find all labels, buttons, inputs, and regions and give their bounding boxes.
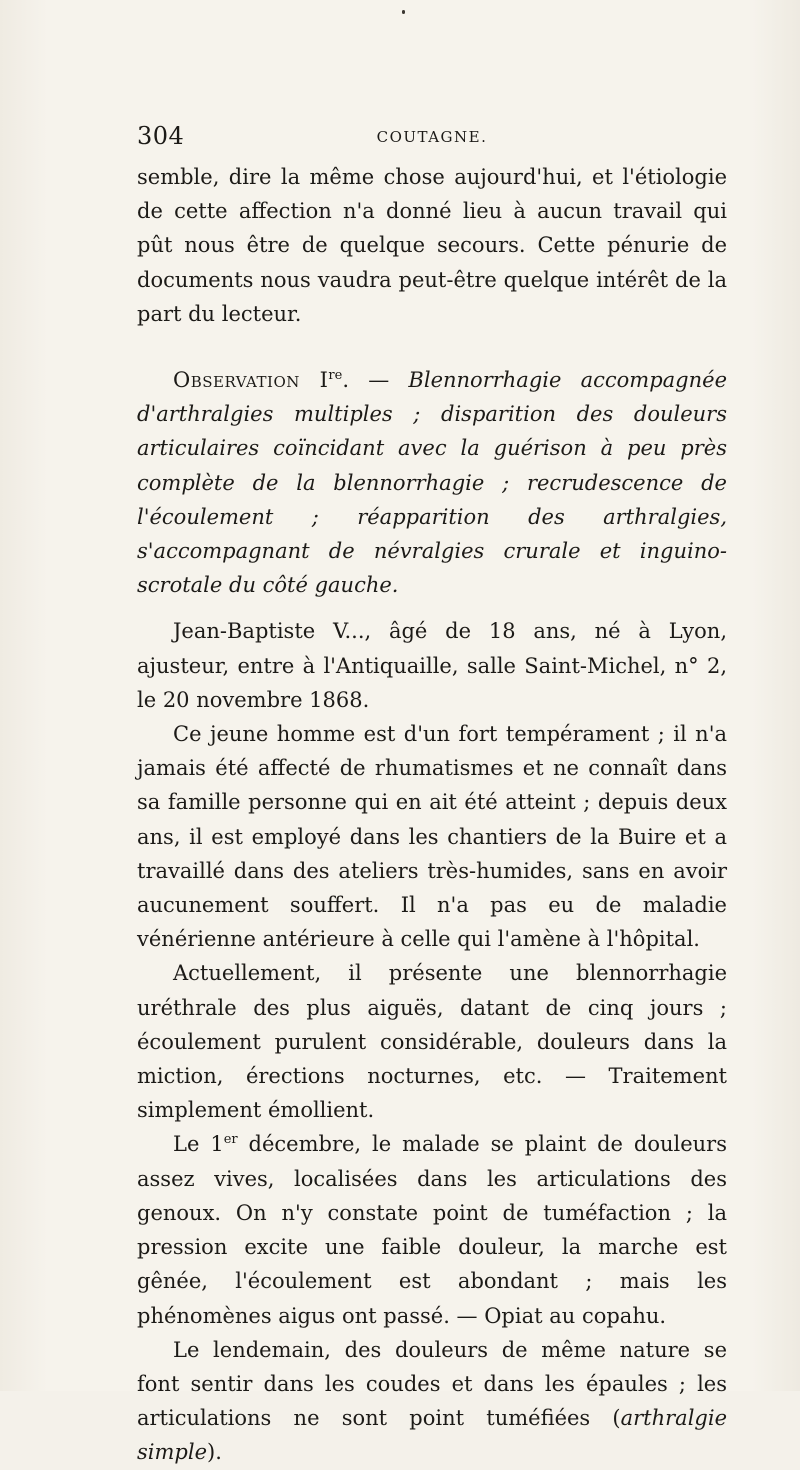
next-day-close: ).	[207, 1440, 222, 1465]
page-header	[137, 122, 727, 158]
next-day-paragraph	[137, 1333, 727, 1470]
running-head: COUTAGNE.	[376, 128, 488, 146]
intro-paragraph: semble, dire la même chose aujourd'hui, et l'étiologie de cette affection n'a donné lieu à aucun travail qui pût nous être de quelque secours. Cette pénurie de documents nous vaudra peut-être quelque intérêt de la part du lecteur.	[137, 165, 727, 326]
print-speck	[402, 10, 405, 14]
observation-separator: . —	[342, 368, 409, 393]
december-lead: Le 1	[173, 1132, 224, 1157]
page-number: 304	[137, 122, 185, 150]
observation-label-superscript: re	[328, 368, 343, 384]
patient-paragraph: Jean-Baptiste V..., âgé de 18 ans, né à Lyon, ajusteur, entre à l'Antiquaille, salle Saint-Michel, n° 2, le 20 novembre 1868.	[137, 619, 727, 712]
december-text: décembre, le malade se plaint de douleurs assez vives, localisées dans les articulations des genoux. On n'y constate point de tuméfaction ; la pression excite une faible douleur, la marche est gênée, l'écoulement est abondant ; mais les phénomènes aigus ont passé. — Opiat au copahu.	[137, 1132, 727, 1328]
observation-title: Blennorrhagie accompagnée d'arthralgies multiples ; disparition des douleurs articulaires coïncidant avec la guérison à peu près complète de la blennorrhagie ; recrudescence de l'écoulement ; réapparition des arthralgies, s'accompagnant de névralgies crurale et inguino-scrotale du côté gauche.	[137, 368, 727, 598]
body-text	[137, 160, 727, 1470]
december-lead-superscript: er	[223, 1132, 238, 1148]
observation-label: Observation I	[173, 368, 329, 393]
observation-heading	[137, 363, 727, 602]
current-state-paragraph: Actuellement, il présente une blennorrhagie uréthrale des plus aiguës, datant de cinq jours ; écoulement purulent considérable, douleurs dans la miction, érections nocturnes, etc. — Traitement simplement émollient.	[137, 961, 727, 1123]
next-day-italic: arthralgie simple	[137, 1406, 727, 1465]
next-day-text: Le lendemain, des douleurs de même nature se font sentir dans les coudes et dans les épaules ; les articulations ne sont point tuméfiées (	[137, 1337, 727, 1431]
december-paragraph	[137, 1127, 727, 1332]
history-paragraph: Ce jeune homme est d'un fort tempérament ; il n'a jamais été affecté de rhumatismes et ne connaît dans sa famille personne qui en ait été atteint ; depuis deux ans, il est employé dans les chantiers de la Buire et a travaillé dans des ateliers très-humides, sans en avoir aucunement souffert. Il n'a pas eu de maladie vénérienne antérieure à celle qui l'amène à l'hôpital.	[137, 722, 727, 952]
